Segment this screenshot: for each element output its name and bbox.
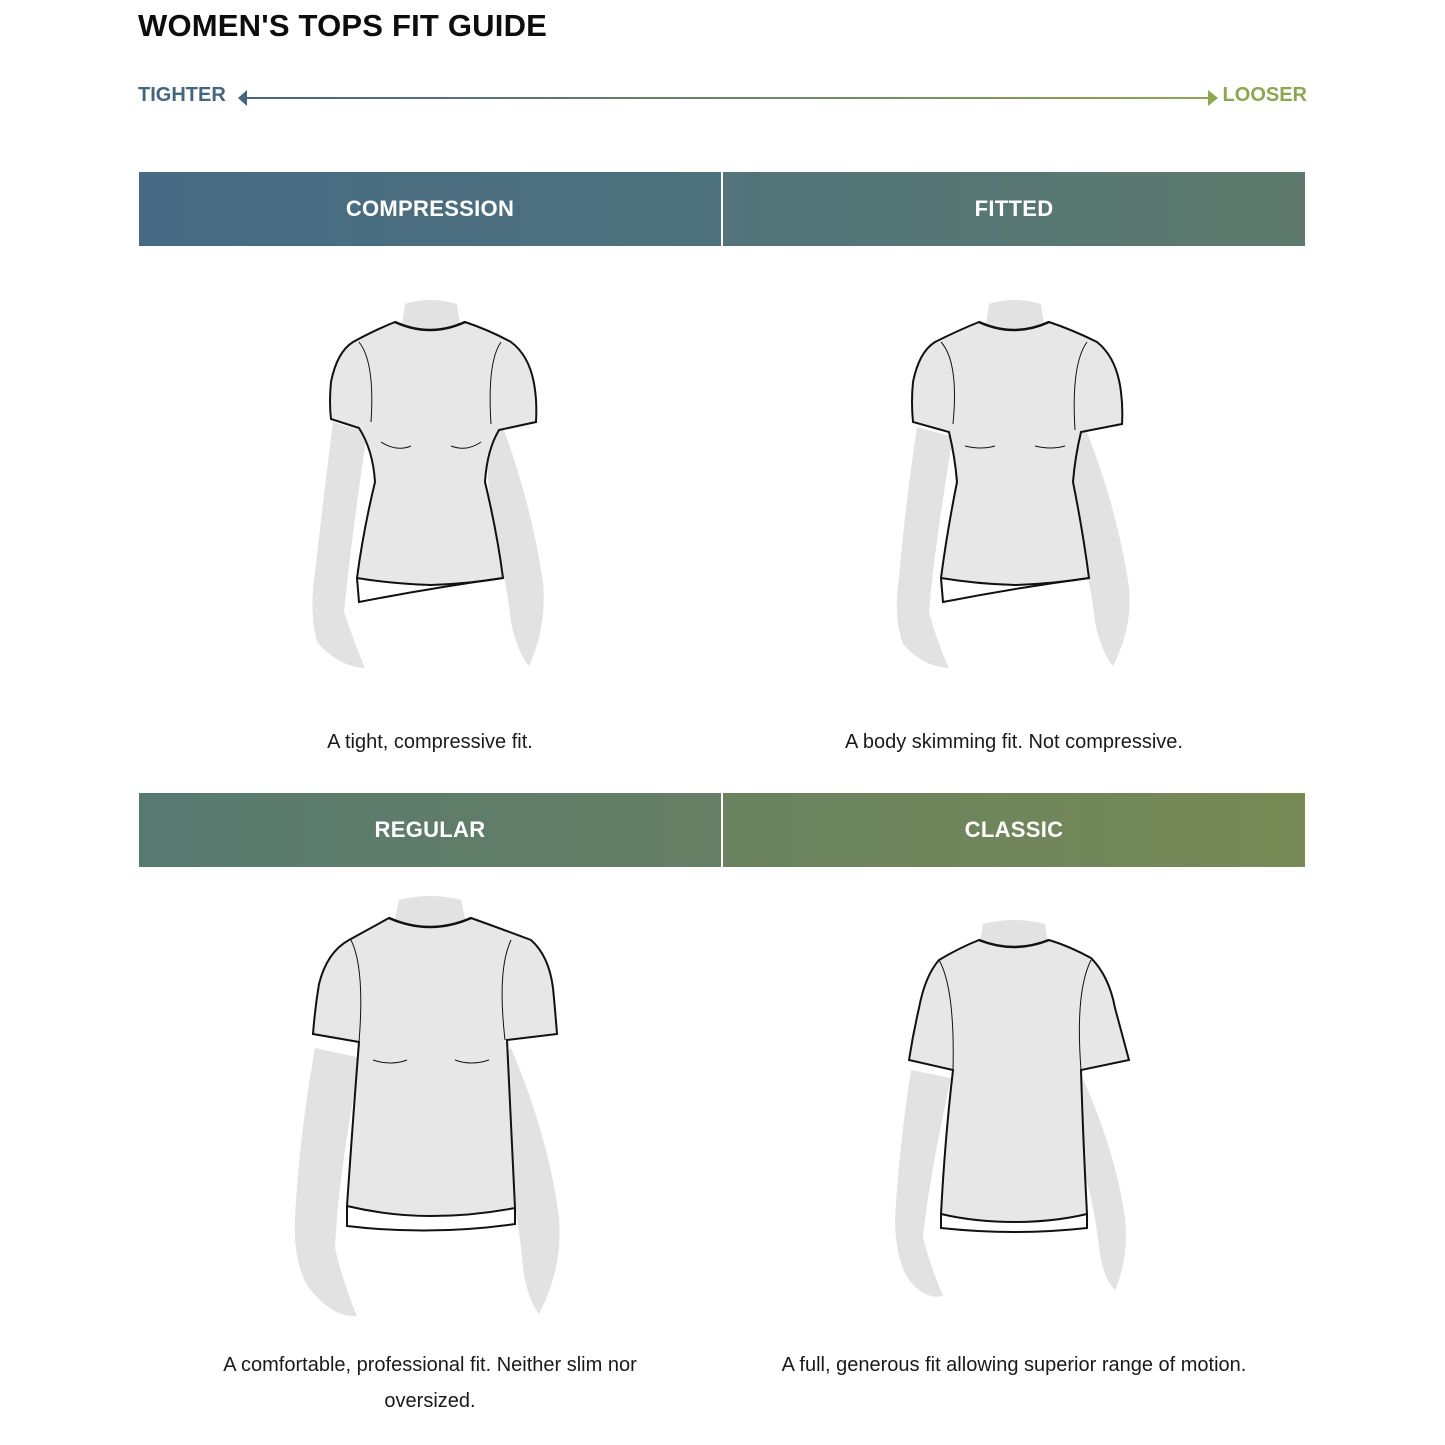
page-title: WOMEN'S TOPS FIT GUIDE	[138, 8, 548, 43]
fit-header-fitted: FITTED	[723, 172, 1305, 246]
fit-description-fitted: A body skimming fit. Not compressive.	[845, 731, 1183, 753]
scale-looser-label: LOOSER	[1222, 84, 1307, 106]
fit-description-classic: A full, generous fit allowing superior range of motion.	[781, 1354, 1247, 1376]
fit-description-compression: A tight, compressive fit.	[327, 731, 533, 753]
classic-fit-mannequin-icon	[723, 888, 1305, 1328]
fit-card-classic	[723, 793, 1305, 1423]
fitted-fit-mannequin-icon	[723, 282, 1305, 692]
scale-tighter-label: TIGHTER	[138, 84, 226, 106]
fit-scale	[138, 84, 1307, 112]
compression-fit-mannequin-icon	[139, 282, 721, 692]
fit-card-compression	[139, 172, 721, 762]
fit-header-classic: CLASSIC	[723, 793, 1305, 867]
fit-card-regular	[139, 793, 721, 1423]
tighter-looser-arrow-icon	[238, 89, 1218, 107]
fit-card-fitted	[723, 172, 1305, 762]
fit-header-regular: REGULAR	[139, 793, 721, 867]
regular-fit-mannequin-icon	[139, 888, 721, 1328]
fit-header-compression: COMPRESSION	[139, 172, 721, 246]
fit-description-regular: A comfortable, professional fit. Neither slim nor oversized.	[223, 1354, 637, 1412]
